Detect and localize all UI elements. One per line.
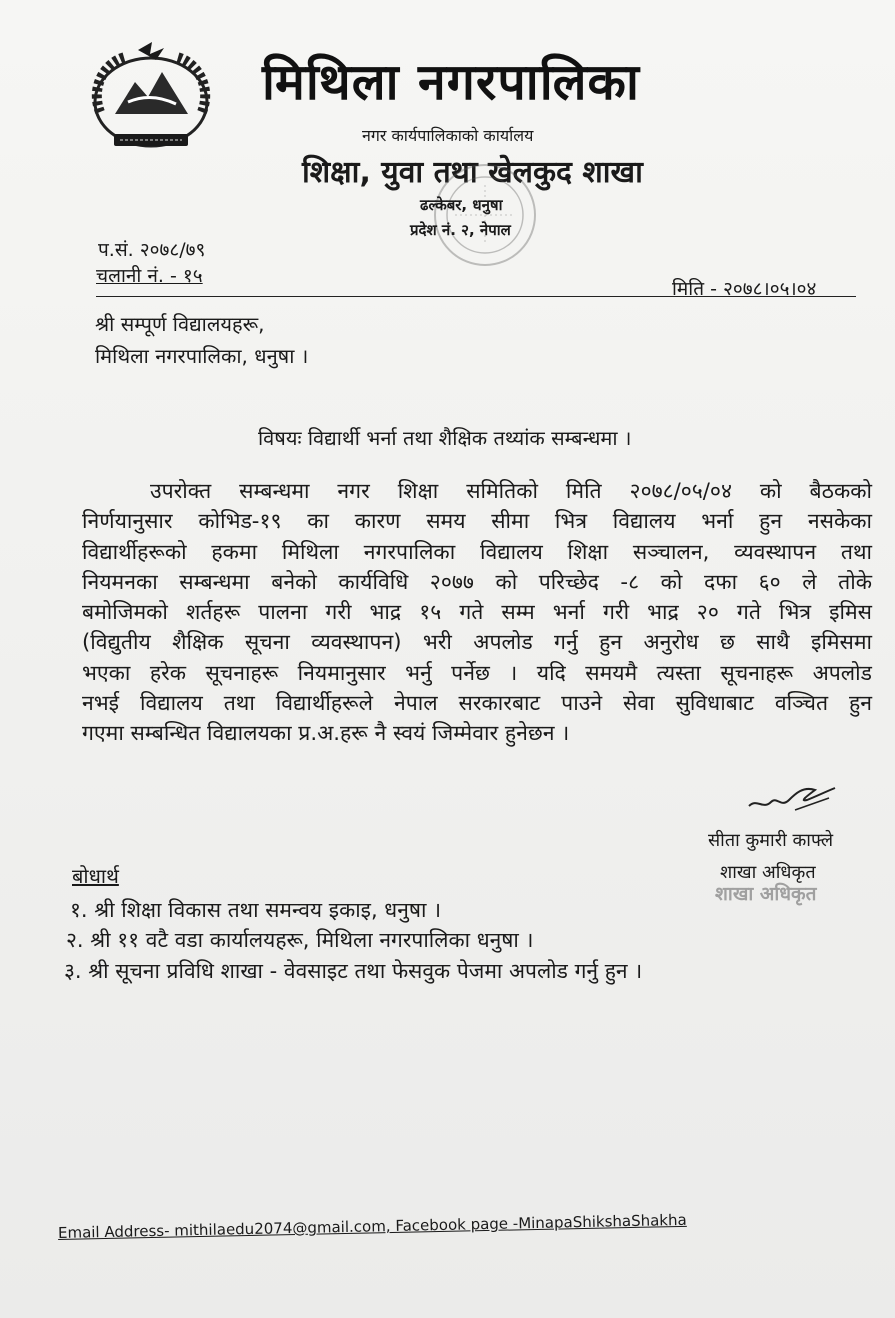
branch-name: शिक्षा, युवा तथा खेलकुद शाखा xyxy=(302,155,643,190)
recipient-line-2: मिथिला नगरपालिका, धनुषा । xyxy=(95,344,309,368)
footer-contact: Email Address- mithilaedu2074@gmail.com, Facebook page -MinapaShikshaShakha xyxy=(57,1210,687,1242)
body-line: बमोजिमको शर्तहरू पालना गरी भाद्र १५ गते सम्म भर्ना गरी भाद्र २० गते भित्र इमिस xyxy=(82,599,872,625)
signatory-post: शाखा अधिकृत xyxy=(720,862,816,883)
recipient-line-1: श्री सम्पूर्ण विद्यालयहरू, xyxy=(95,312,265,336)
cc-item: २. श्री ११ वटै वडा कार्यालयहरू, मिथिला नगरपालिका धनुषा । xyxy=(66,928,534,952)
signature-icon xyxy=(745,780,840,818)
body-line: उपरोक्त सम्बन्धमा नगर शिक्षा समितिको मिति २०७८/०५/०४ को बैठकको xyxy=(150,478,872,503)
cc-heading: बोधार्थ xyxy=(72,864,119,888)
body-line: गएमा सम्बन्धित विद्यालयका प्र.अ.हरू नै स्वयं जिम्मेवार हुनेछन । xyxy=(82,720,570,746)
address-line-1: ढल्केबर, धनुषा xyxy=(420,196,503,214)
dispatch-number: चलानी नं. - १५ xyxy=(96,265,203,287)
office-subtitle: नगर कार्यपालिकाको कार्यालय xyxy=(362,126,534,145)
cc-item: १. श्री शिक्षा विकास तथा समन्वय इकाइ, धनुषा । xyxy=(70,898,442,922)
header-divider xyxy=(96,296,856,297)
body-line: निर्णयानुसार कोभिड-१९ का कारण समय सीमा भित्र विद्यालय भर्ना हुन नसकेका xyxy=(82,508,872,534)
address-line-2: प्रदेश नं. २, नेपाल xyxy=(410,221,511,239)
government-emblem-icon xyxy=(80,42,222,157)
body-line: (विद्युतीय शैक्षिक सूचना व्यवस्थापन) भरी अपलोड गर्नु हुन अनुरोध छ साथै इमिसमा xyxy=(82,629,872,655)
body-paragraph xyxy=(82,476,872,749)
post-stamp: शाखा अधिकृत xyxy=(715,883,817,905)
body-line: नियमनका सम्बन्धमा बनेको कार्यविधि २०७७ को परिच्छेद -८ को दफा ६० ले तोके xyxy=(82,568,872,594)
signatory-name: सीता कुमारी काफ्ले xyxy=(708,830,834,851)
letter-date: मिति - २०७८।०५।०४ xyxy=(672,278,817,300)
body-line: भएका हरेक सूचनाहरू नियमानुसार भर्नु पर्नेछ । यदि समयमै त्यस्ता सूचनाहरू अपलोड xyxy=(82,659,872,685)
reference-number: प.सं. २०७८/७९ xyxy=(98,239,206,261)
subject-line: विषयः विद्यार्थी भर्ना तथा शैक्षिक तथ्यांक सम्बन्धमा । xyxy=(258,426,632,450)
cc-item: ३. श्री सूचना प्रविधि शाखा - वेवसाइट तथा फेसवुक पेजमा अपलोड गर्नु हुन । xyxy=(64,959,643,983)
body-line: विद्यार्थीहरूको हकमा मिथिला नगरपालिका विद्यालय शिक्षा सञ्चालन, व्यवस्थापन तथा xyxy=(82,538,872,564)
office-seal-icon xyxy=(395,160,575,270)
office-name: मिथिला नगरपालिका xyxy=(262,53,640,111)
body-line: नभई विद्यालय तथा विद्यार्थीहरूले नेपाल सरकारबाट पाउने सेवा सुविधाबाट वञ्चित हुन xyxy=(82,690,872,716)
